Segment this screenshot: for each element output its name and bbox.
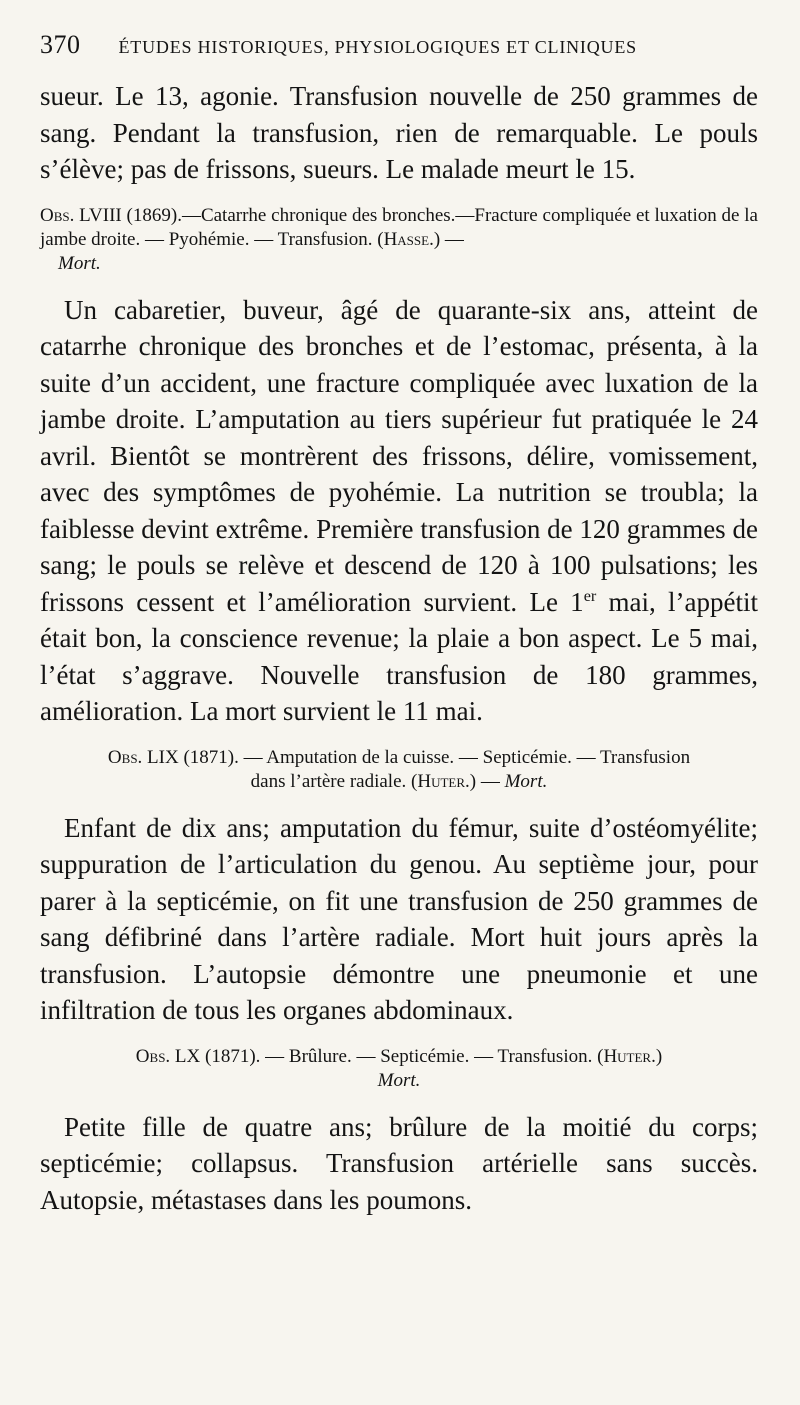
- observation-60-text: — Brûlure. — Septicémie. — Transfusion. (: [260, 1045, 604, 1067]
- running-title: ÉTUDES HISTORIQUES, PHYSIOLOGIQUES ET CLINIQUES: [118, 37, 637, 57]
- observation-59-label: Obs. LIX (1871).: [107, 746, 239, 768]
- observation-59-author: Huter: [417, 770, 466, 792]
- page-header: [40, 30, 758, 70]
- paragraph-continued: sueur. Le 13, agonie. Transfusion nouvelle de 250 grammes de sang. Pendant la transfusion, rien de remarquable. Le pouls s’élève; pas de frissons, sueurs. Le malade meurt le 15.: [40, 81, 758, 184]
- paragraph-observation-59: Enfant de dix ans; amputation du fémur, suite d’ostéomyélite; suppuration de l’articulation du genou. Au septième jour, pour parer à la septicémie, on fit une transfusion de 250 grammes de sang défibriné dans l’artère radiale. Mort huit jours après la transfusion. L’autopsie démontre une pneumonie et une infiltration de tous les organes abdominaux.: [40, 812, 758, 1025]
- observation-59-text-1: — Amputation de la cuisse. — Septicémie. — Transfusion: [238, 746, 691, 768]
- observation-60-author: Huter: [603, 1045, 652, 1067]
- observation-59-text-2: dans l’artère radiale. (: [250, 770, 418, 792]
- paragraph-58-part-1: Un cabaretier, buveur, âgé de quarante-six ans, atteint de catarrhe chronique des bronches et de l’estomac, présenta, à la suite d’un accident, une fracture compliquée avec luxation de la jambe droite. L’amputation au tiers supérieur fut pratiquée le 24 avril. Bientôt se montrèrent des frissons, délire, vomissement, avec des symptômes de pyohémie. La nutrition se troubla; la faiblesse devint extrême. Première transfusion de 120 grammes de sang; le pouls se relève et descend de 120 à 100 pulsations; les frissons cessent et l’amélioration survient. Le 1: [40, 294, 758, 617]
- observation-58-author: Hasse: [383, 228, 430, 250]
- observation-58-close: .) —: [429, 228, 464, 250]
- observation-60-close: .): [651, 1045, 663, 1067]
- book-page: [40, 30, 758, 1218]
- page-number: 370: [40, 30, 81, 59]
- observation-58-text: —Catarrhe chronique des bronches.—Fracture compliquée et luxation de la jambe droite. — Pyohémie. — Transfusion. (: [40, 204, 758, 250]
- observation-59-outcome: Mort.: [504, 770, 548, 792]
- observation-59-heading: [40, 746, 758, 794]
- observation-60-line-1: [40, 1045, 758, 1069]
- observation-59-line-1: [40, 746, 758, 770]
- observation-58-label: Obs. LVIII (1869).: [40, 204, 182, 226]
- observation-60-heading: [40, 1045, 758, 1093]
- paragraph-58-part-2: mai, l’appétit était bon, la conscience revenue; la plaie a bon aspect. Le 5 mai, l’état s’aggrave. Nouvelle transfusion de 180 grammes, amélioration. La mort survient le 11 mai.: [40, 586, 758, 726]
- ordinal-superscript: er: [583, 586, 597, 605]
- observation-60-label: Obs. LX (1871).: [135, 1045, 261, 1067]
- observation-60-outcome: Mort.: [377, 1069, 421, 1091]
- observation-58-heading: [40, 204, 758, 276]
- observation-59-line-2: [40, 770, 758, 794]
- observation-59-close: .) —: [465, 770, 500, 792]
- paragraph-observation-58: [40, 292, 758, 730]
- observation-58-outcome: Mort.: [58, 252, 101, 274]
- paragraph-observation-60: Petite fille de quatre ans; brûlure de la moitié du corps; septicémie; collapsus. Transfusion artérielle sans succès. Autopsie, métastases dans les poumons.: [40, 1111, 758, 1215]
